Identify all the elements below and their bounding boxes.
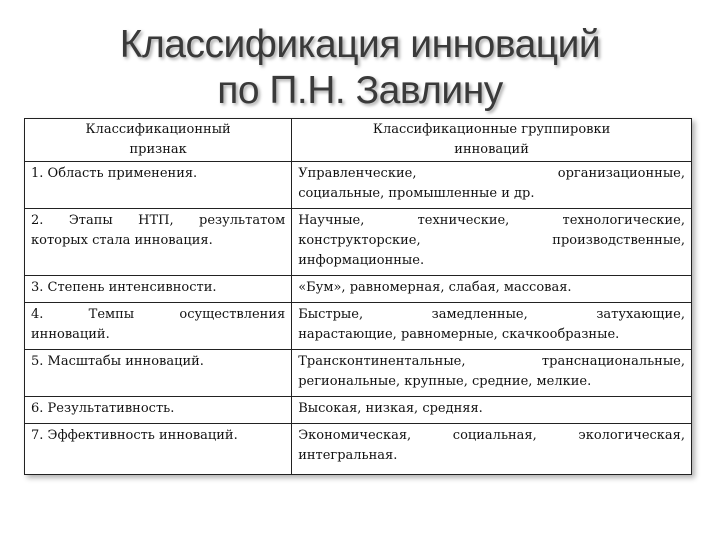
table-row xyxy=(25,350,692,397)
groups-text: региональные, крупные, средние, мелкие. xyxy=(298,374,592,389)
header-feature-line-2: признак xyxy=(129,142,187,157)
feature-cell xyxy=(25,303,292,350)
header-feature xyxy=(25,119,292,162)
table-row xyxy=(25,209,692,276)
table-row xyxy=(25,397,692,424)
groups-text: социальные, промышленные и др. xyxy=(298,186,535,201)
groups-text: конструкторские, производственные, xyxy=(298,233,685,248)
feature-text: инноваций. xyxy=(31,327,110,342)
feature-text: 2. Этапы НТП, результатом xyxy=(31,213,286,228)
table-row xyxy=(25,424,692,475)
header-groups-line-1: Классификационные группировки xyxy=(372,122,611,137)
feature-text: 4. Темпы осуществления xyxy=(31,307,286,322)
groups-text: интегральная. xyxy=(298,448,398,463)
groups-text: Управленческие, организационные, xyxy=(298,166,685,181)
groups-cell xyxy=(292,397,692,424)
groups-text: Трансконтинентальные, транснациональные, xyxy=(298,354,685,369)
table-row xyxy=(25,303,692,350)
classification-table xyxy=(24,118,692,475)
groups-text: Быстрые, замедленные, затухающие, xyxy=(298,307,685,322)
title-line-1: Классификация инноваций xyxy=(119,23,601,66)
groups-cell xyxy=(292,162,692,209)
feature-text: которых стала инновация. xyxy=(31,233,213,248)
groups-cell xyxy=(292,350,692,397)
feature-text: 1. Область применения. xyxy=(31,166,198,181)
header-feature-line-1: Классификационный xyxy=(85,122,231,137)
groups-text: Экономическая, социальная, экологическая, xyxy=(298,428,685,443)
feature-text: 6. Результативность. xyxy=(31,401,175,416)
feature-cell xyxy=(25,424,292,475)
page-title xyxy=(0,22,720,114)
table-header-row xyxy=(25,119,692,162)
groups-text: «Бум», равномерная, слабая, массовая. xyxy=(298,280,572,295)
title-line-2: по П.Н. Завлину xyxy=(217,69,503,112)
header-groups-line-2: инноваций xyxy=(454,142,529,157)
groups-text: Высокая, низкая, средняя. xyxy=(298,401,483,416)
feature-cell xyxy=(25,397,292,424)
header-groups xyxy=(292,119,692,162)
feature-cell xyxy=(25,162,292,209)
feature-cell xyxy=(25,350,292,397)
groups-cell xyxy=(292,424,692,475)
groups-text: информационные. xyxy=(298,253,425,268)
groups-text: нарастающие, равномерные, скачкообразные. xyxy=(298,327,620,342)
groups-cell xyxy=(292,276,692,303)
feature-text: 7. Эффективность инноваций. xyxy=(31,428,238,443)
feature-cell xyxy=(25,276,292,303)
groups-text: Научные, технические, технологические, xyxy=(298,213,685,228)
table-row xyxy=(25,162,692,209)
table-row xyxy=(25,276,692,303)
feature-cell xyxy=(25,209,292,276)
feature-text: 3. Степень интенсивности. xyxy=(31,280,217,295)
groups-cell xyxy=(292,303,692,350)
groups-cell xyxy=(292,209,692,276)
feature-text: 5. Масштабы инноваций. xyxy=(31,354,204,369)
